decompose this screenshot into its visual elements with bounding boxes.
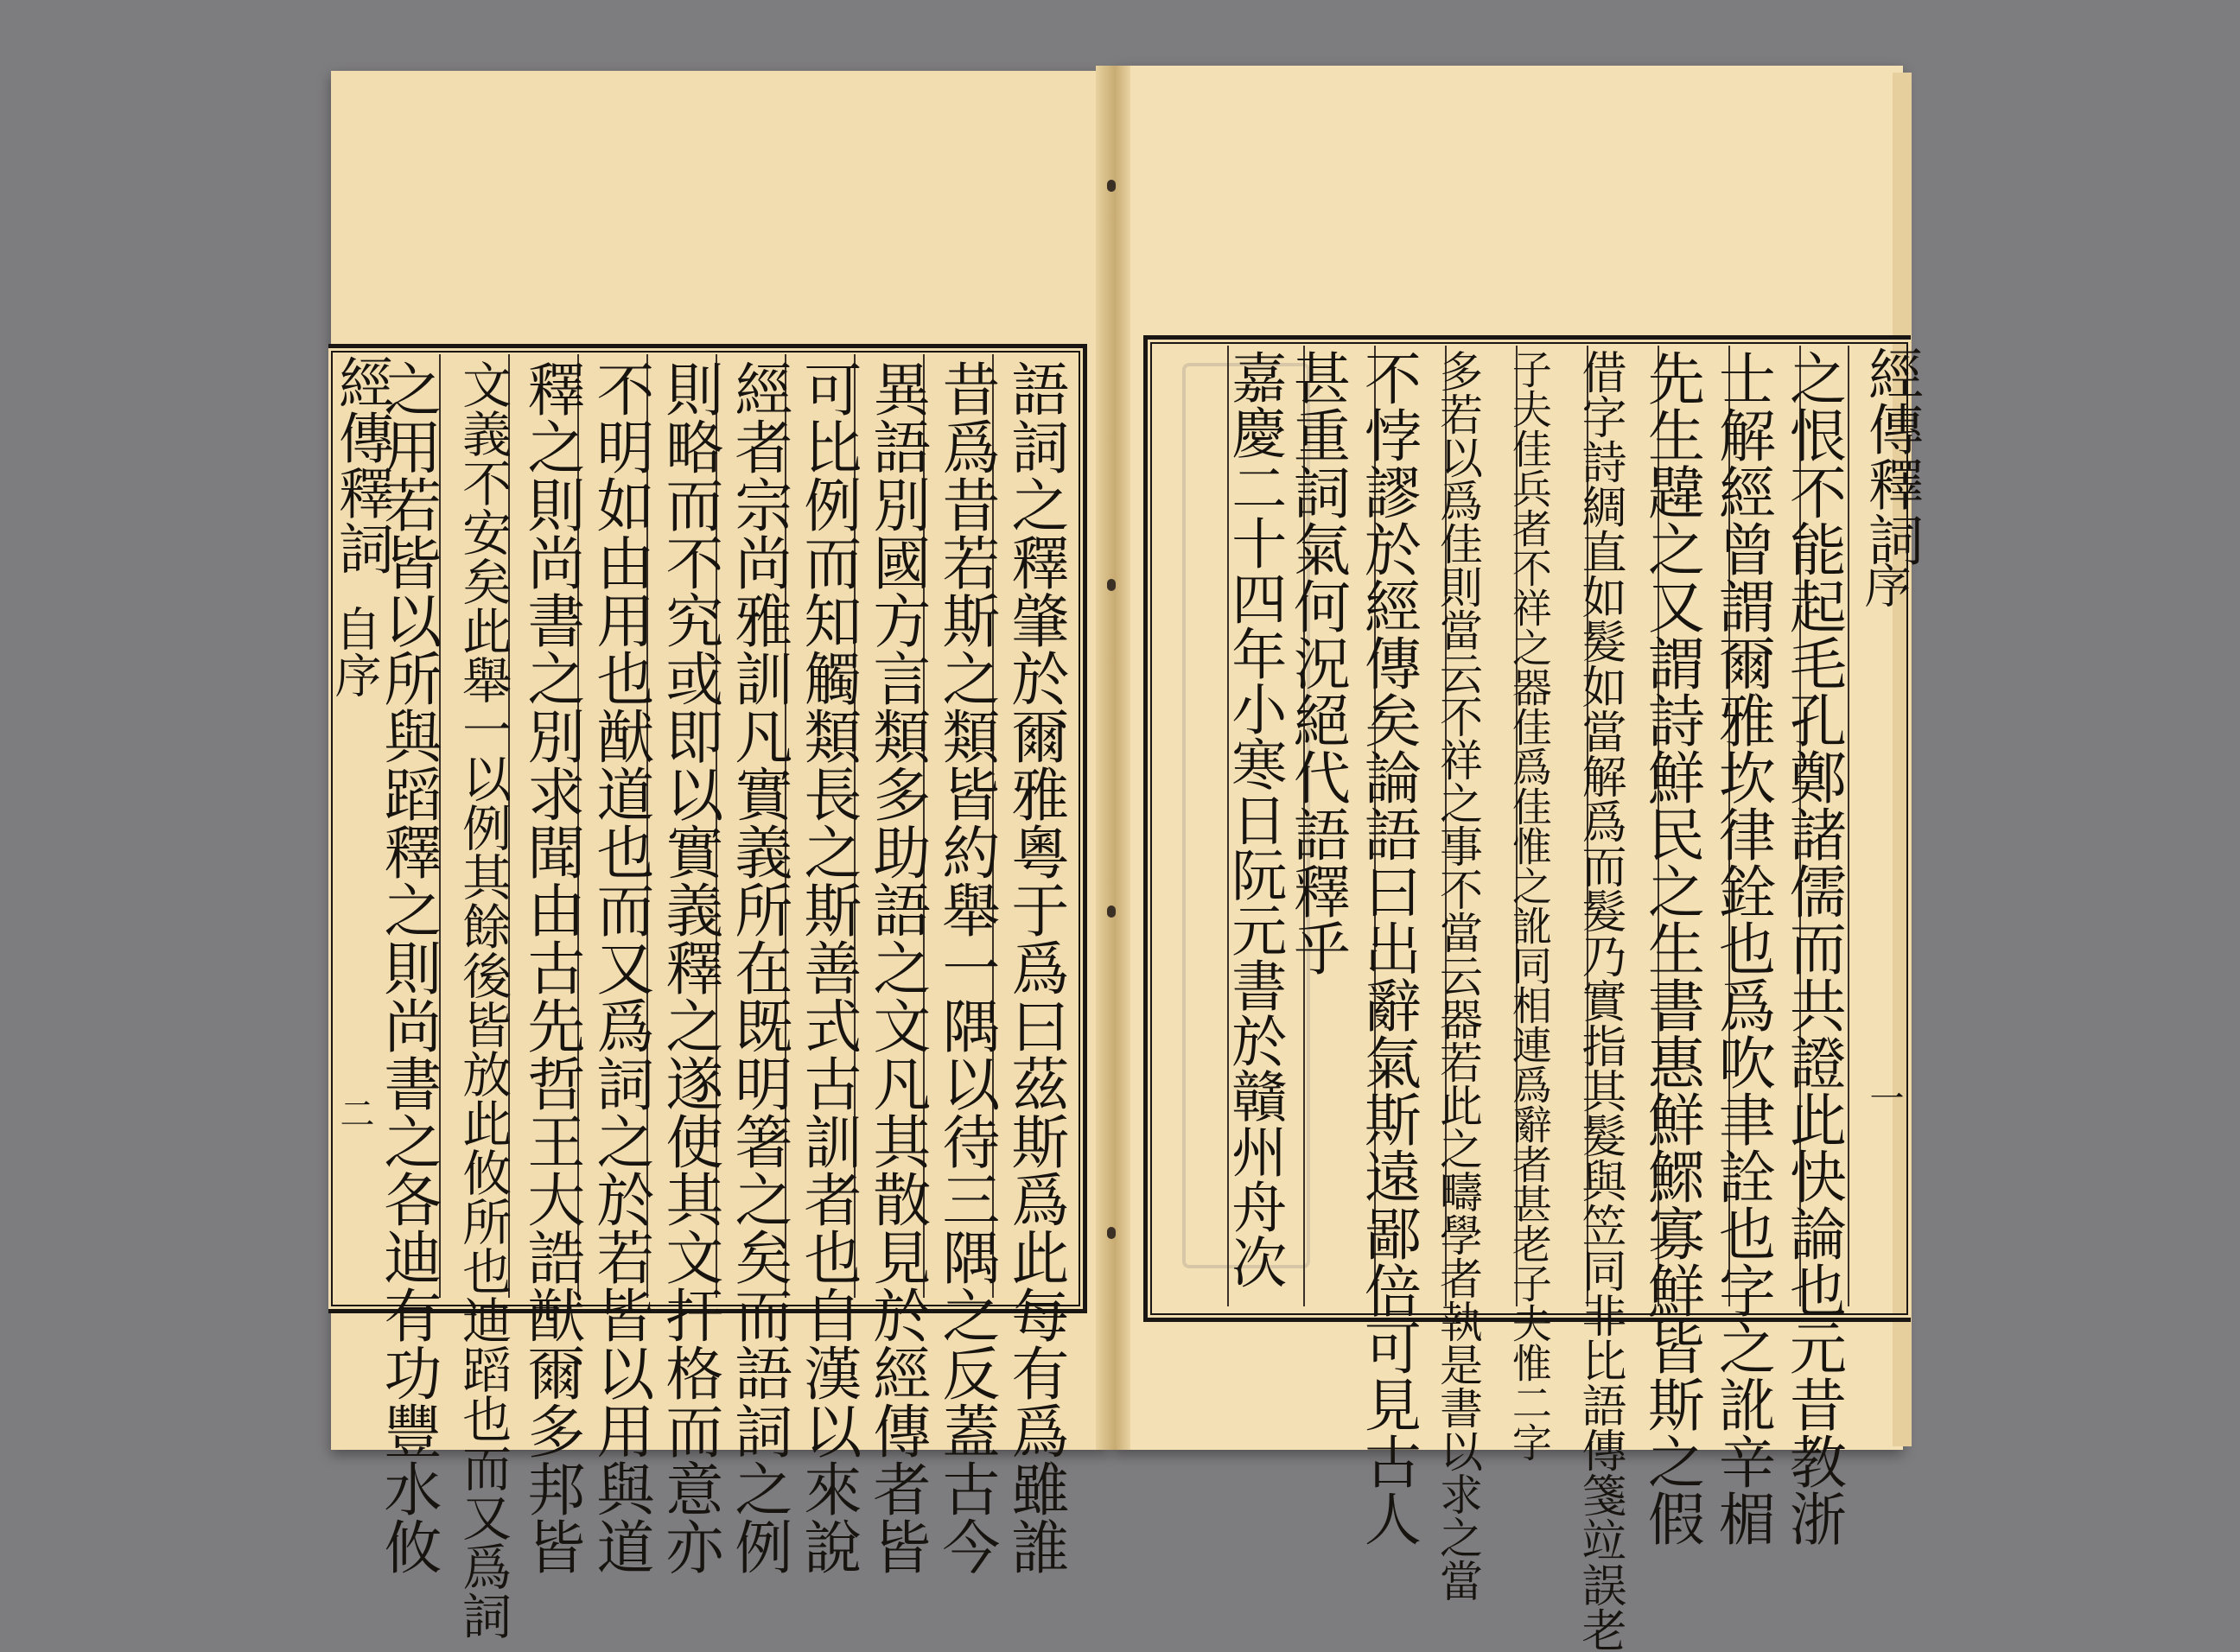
column-text: 先生韙之又謂詩鮮民之生書惠鮮鰥寡鮮皆斯之假 xyxy=(1638,349,1705,1547)
text-column xyxy=(862,359,932,1575)
text-column xyxy=(1281,349,1352,976)
text-column xyxy=(793,359,862,1575)
column-text: 甚重詞氣何況絕代語釋乎 xyxy=(1283,349,1351,976)
column-text: 昔爲昔若斯之類皆約舉一隅以待三隅之反蓋古今 xyxy=(932,359,1001,1575)
book-gutter xyxy=(1096,66,1130,1450)
text-column xyxy=(655,359,724,1575)
text-column xyxy=(1001,359,1070,1575)
column-text: 異語別國方言類多助語之文凡其散見於經傳者皆 xyxy=(863,359,932,1575)
column-text: 可比例而知觸類長之斯善式古訓者也自漢以來說 xyxy=(794,359,862,1575)
column-text: 借字詩綢直如髮如當解爲而髮乃實指其髮與笠同非比語傳箋竝誤老 xyxy=(1574,349,1626,1652)
column-text: 多若以爲佳則當云不祥之事不當云器若此之疇學者執是書以求之當 xyxy=(1433,349,1483,1602)
text-column xyxy=(1635,349,1706,1547)
column-text: 不明如由用也猷道也而又爲詞之於若皆以用與道 xyxy=(587,359,655,1575)
column-text: 語詞之釋肇於爾雅粵于爲曰茲斯爲此每有爲雖誰 xyxy=(1002,359,1070,1575)
stitch-hole xyxy=(1107,180,1116,192)
left-margin-section: 自序 xyxy=(328,605,382,698)
left-margin-title: 經傳釋詞 xyxy=(329,354,393,575)
text-column xyxy=(1706,349,1777,1547)
column-divider xyxy=(1848,346,1849,1306)
column-text: 文義不安矣此舉一以例其餘後皆放此攸所也迪蹈也而又爲詞 xyxy=(454,359,512,1640)
text-column xyxy=(373,359,442,1575)
column-text: 士解經曾謂爾雅坎律銓也爲吹聿詮也字之訛辛楣 xyxy=(1709,349,1776,1547)
stitch-hole xyxy=(1107,579,1116,591)
text-column xyxy=(1219,349,1289,1289)
text-column xyxy=(1564,349,1635,1652)
column-text: 不悖謬於經傳矣論語曰出辭氣斯遠鄙倍可見古人 xyxy=(1354,349,1422,1547)
text-column xyxy=(517,359,586,1575)
text-column xyxy=(448,359,517,1640)
text-column xyxy=(586,359,655,1575)
text-column xyxy=(724,359,793,1575)
stitch-hole xyxy=(1107,905,1116,918)
column-text: 釋之則尚書之別求聞由古先哲王大誥猷爾多邦皆 xyxy=(518,359,586,1575)
text-column xyxy=(1777,349,1848,1547)
text-column xyxy=(932,359,1001,1575)
column-text: 子夫佳兵者不祥之器佳爲佳惟之訛同相連爲辭者甚老子夫惟二字 xyxy=(1505,349,1553,1462)
column-text: 之恨不能起毛孔鄭諸儒而共證此快論也元昔教浙 xyxy=(1779,349,1847,1547)
column-text: 則略而不究或即以實義釋之遂使其文扞格而意亦 xyxy=(656,359,724,1575)
right-margin-title: 經傳釋詞 xyxy=(1859,346,1923,567)
column-text: 嘉慶二十四年小寒日阮元書於贛州舟次 xyxy=(1222,349,1287,1289)
column-text: 經者宗尚雅訓凡實義所在既明箸之矣而語詞之例 xyxy=(725,359,793,1575)
text-column xyxy=(1493,349,1564,1462)
text-column xyxy=(1422,349,1493,1602)
column-text: 之用若皆以所與蹈釋之則尚書之各迪有功豐水攸 xyxy=(374,359,442,1575)
left-folio: 二 xyxy=(334,1096,374,1130)
text-column xyxy=(1352,349,1422,1547)
stitch-hole xyxy=(1107,1227,1116,1239)
right-folio: 一 xyxy=(1864,1080,1904,1115)
right-margin-section: 序 xyxy=(1857,562,1912,608)
